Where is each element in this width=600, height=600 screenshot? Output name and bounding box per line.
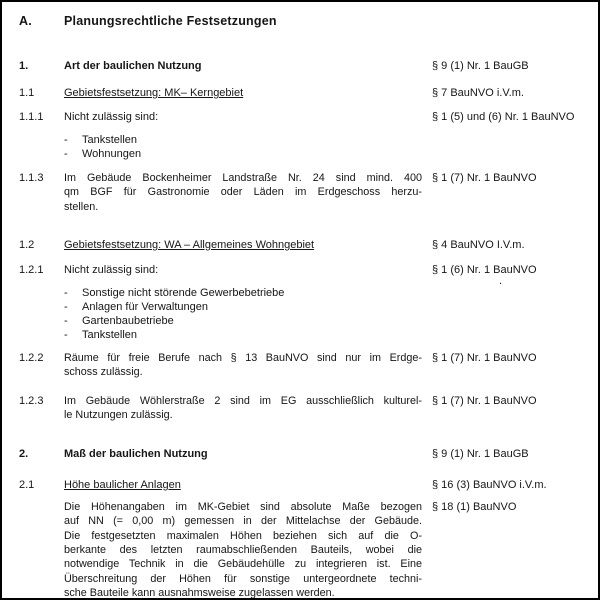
bullet-text: Anlagen für Verwaltungen: [82, 301, 208, 313]
clause-title: Maß der baulichen Nutzung: [64, 448, 208, 460]
legal-reference: § 1 (5) und (6) Nr. 1 BauNVO: [432, 111, 575, 123]
clause-title: Gebietsfestsetzung: WA – Allgemeines Wohngebiet: [64, 239, 315, 251]
clause-title: Nicht zulässig sind:: [64, 111, 159, 123]
legal-reference: [432, 478, 597, 515]
bullet-dash: -: [64, 301, 68, 313]
paragraph-line: qm BGF für Gastronomie oder Läden im Erdgeschoss herzu-: [64, 186, 422, 199]
bullet-dash: -: [64, 287, 68, 299]
clause-number: 1.: [19, 60, 29, 72]
paragraph-line: berkante des letzten raumabschließenden Bauteils, wobei die: [64, 543, 422, 556]
clause-title: Höhe baulicher Anlagen: [64, 479, 181, 491]
bullet-item: [64, 286, 422, 300]
bullet-text: Wohnungen: [82, 148, 142, 160]
paragraph-line: Überschreitung der Höhen für sonstige untergeordnete techni-: [64, 572, 422, 585]
legal-reference: § 9 (1) Nr. 1 BauGB: [432, 60, 529, 72]
legal-reference: § 1 (7) Nr. 1 BauNVO: [432, 352, 537, 364]
paragraph-line: Im Gebäude Wöhlerstraße 2 sind im EG ausschließlich kulturel-: [64, 395, 422, 407]
clause-number: 1.2.1: [19, 264, 44, 276]
clause-paragraph: [64, 500, 422, 600]
bullet-dash: -: [64, 315, 68, 327]
clause-paragraph: [64, 171, 422, 214]
bullet-text: Tankstellen: [82, 134, 138, 146]
clause-title: Nicht zulässig sind:: [64, 264, 159, 276]
bullet-text: Sonstige nicht störende Gewerbebetriebe: [82, 287, 285, 299]
paragraph-line: Im Gebäude Bockenheimer Landstraße Nr. 24 sind mind. 400: [64, 172, 422, 184]
bullet-item: [64, 300, 422, 314]
section-title: Planungsrechtliche Festsetzungen: [64, 14, 277, 28]
paragraph-line: sche Bauteile kann ausnahmsweise zugelassen werden.: [64, 586, 335, 599]
bullet-list: [64, 133, 422, 161]
clause-number: 1.1.1: [19, 111, 44, 123]
bullet-item: [64, 147, 422, 161]
paragraph-line: auf NN (= 0,00 m) gemessen in der Mittelachse der Gebäude.: [64, 515, 422, 528]
legal-reference-line: § 18 (1) BauNVO: [432, 501, 517, 513]
legal-reference: § 1 (6) Nr. 1 BauNVO: [432, 264, 537, 276]
paragraph-line: stellen.: [64, 200, 99, 213]
paragraph-line: notwendige Technik in die Gebäudehülle zu integrieren ist. Eine: [64, 558, 422, 571]
legal-reference: § 7 BauNVO i.V.m.: [432, 87, 524, 99]
clause-number: 2.1: [19, 479, 35, 491]
legal-reference-line: § 16 (3) BauNVO i.V.m.: [432, 479, 547, 491]
clause-paragraph: [64, 394, 422, 423]
legal-reference: § 1 (7) Nr. 1 BauNVO: [432, 172, 537, 184]
bullet-item: [64, 328, 422, 342]
legal-reference: § 4 BauNVO I.V.m.: [432, 239, 525, 251]
clause-paragraph: [64, 351, 422, 380]
clause-number: 1.2.3: [19, 395, 44, 407]
paragraph-line: schoss zulässig.: [64, 366, 143, 379]
bullet-text: Gartenbaubetriebe: [82, 315, 174, 327]
bullet-dash: -: [64, 148, 68, 160]
clause-number: 1.1: [19, 87, 35, 99]
clause-title: Gebietsfestsetzung: MK– Kerngebiet: [64, 87, 244, 99]
paragraph-line: Räume für freie Berufe nach § 13 BauNVO sind nur im Erdge-: [64, 352, 422, 364]
clause-number: 1.2.2: [19, 352, 44, 364]
clause-number: 1.1.3: [19, 172, 44, 184]
paragraph-line: le Nutzungen zulässig.: [64, 409, 173, 422]
clause-number: 2.: [19, 448, 29, 460]
bullet-item: [64, 133, 422, 147]
legal-reference: § 9 (1) Nr. 1 BauGB: [432, 448, 529, 460]
bullet-list: [64, 286, 422, 342]
paragraph-line: Die Höhenangaben im MK-Gebiet sind absolute Maße bezogen: [64, 501, 422, 513]
section-letter: A.: [19, 14, 32, 28]
paragraph-line: Die festgesetzten maximalen Höhen beziehen sich auf die O-: [64, 529, 422, 542]
bullet-dash: -: [64, 329, 68, 341]
bullet-dash: -: [64, 134, 68, 146]
stray-dot-artifact: .: [499, 275, 503, 287]
clause-title: Art der baulichen Nutzung: [64, 60, 202, 72]
bullet-item: [64, 314, 422, 328]
clause-number: 1.2: [19, 239, 35, 251]
bullet-text: Tankstellen: [82, 329, 138, 341]
legal-reference: § 1 (7) Nr. 1 BauNVO: [432, 395, 537, 407]
